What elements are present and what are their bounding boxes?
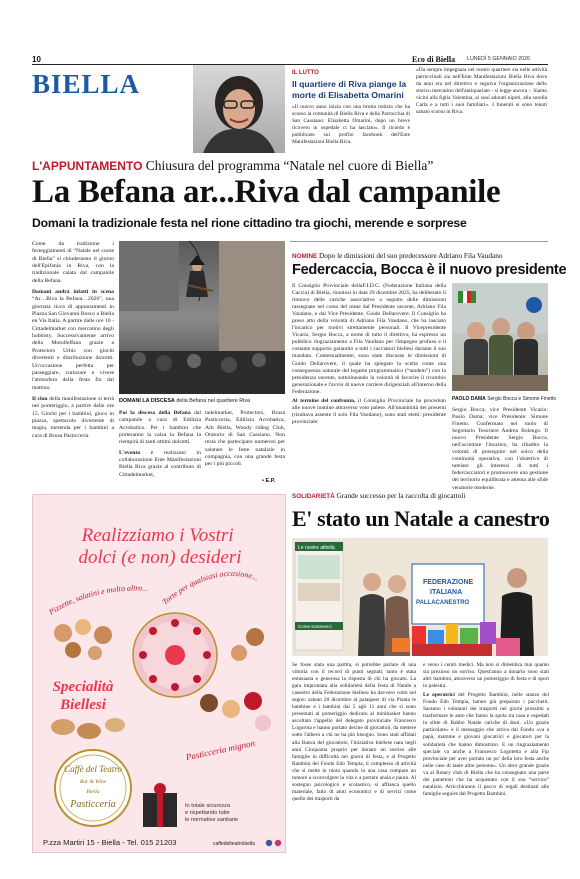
- fidc-text: [292, 283, 446, 486]
- poster-title: Le nostre attività: [298, 545, 335, 551]
- main-text-col3: [205, 410, 285, 476]
- main-text-col2: [119, 410, 201, 484]
- svg-text:Torte per qualsiasi occasione.: [161, 569, 260, 607]
- ad-safety3: le normative sanitarie: [185, 817, 239, 823]
- ad-social: caffedelteatrobiella: [213, 841, 255, 847]
- fidc-divider: [290, 241, 548, 242]
- mignon-image: [200, 692, 271, 731]
- ad-headline-part: Realizziamo i Vostri: [81, 525, 234, 546]
- fidc-caption-bold: PAOLO DAMA: [452, 396, 486, 402]
- fidc-headline: Federcaccia, Bocca è il nuovo presidente: [292, 262, 567, 278]
- main-kicker: L'APPUNTAMENTO: [32, 159, 143, 173]
- logo-line4: Pasticceria: [70, 799, 116, 810]
- fidc-caption: [452, 396, 557, 403]
- ad-headline-part2: dolci (e non) desideri: [78, 547, 242, 568]
- main-col2-bold2: L'evento: [119, 449, 141, 456]
- main-headline: La Befana ar...Riva dal campanile: [32, 174, 501, 210]
- publication-name: Eco di Biella: [412, 55, 456, 64]
- befana-caption-text: della Befana nel quartiere Riva: [176, 398, 251, 404]
- befana-caption: [119, 398, 285, 405]
- logo-line3: Biella: [86, 789, 100, 795]
- ad-headline: [78, 525, 241, 568]
- main-kicker-line: [32, 158, 433, 174]
- toys-col2-b: del Progetto Bambini, nelle stanze del Fondo Edo Tempia, hanno già preparato i pacchetti. Saranno i volontari dei trasporti nei giorni prossimi a trasformare le auto che fanno la spola tra casa e ospedali in slitte di Babbo Natale cariche di doni. «Un grazie particolare» è il messaggio che arriva dal Fondo «va a papà, mamme e giovani giocatrici e giocatori per la solidarietà che hanno dimostrato. E un ringraziamento speciale va anche a Francesco Logotetta e alla Fip provinciale per aver portato un po' della loro festa anche nelle case di tante altre persone». Un altro grande grazie va al Rotary club di Biella che ha consegnato una parte dei panettoni che ha acquistato con il suo “service” natalizio. Arricchiranno il pacco di regali destinati alle famiglie seguire dal Progetto Bambini.: [423, 692, 549, 797]
- main-text-col1: [32, 241, 114, 484]
- svg-text:Pizzette, salatini e molto alt: [46, 583, 148, 617]
- main-col1-intro: Come da tradizione i festeggiamenti di “Natale nel cuore di Biella” si chiuderanno il giorno dell'Epifania in Riva, con la tradizionale calata dal campanile della Befana.: [32, 241, 114, 284]
- main-col1-c: della manifestazione si terrà nel pomeriggio, a partire dalle ore 15. Giochi per i bambini, gioco in piazza, spettacolo divertente di magia, merenda per i bambini a cura di Brusa Pasticceria.: [32, 395, 115, 439]
- ad-safety1: In totale sicurezza: [185, 803, 231, 809]
- toys-text-col2: [423, 662, 549, 853]
- main-col2-bold: Poi la discesa della Befana: [119, 410, 191, 416]
- fidc-text-bold: Al termine del confronto,: [292, 397, 356, 404]
- toys-kicker: SOLIDARIETÀ: [292, 493, 335, 500]
- fidc-kicker-line: [292, 251, 503, 260]
- section-title: BIELLA: [32, 69, 141, 99]
- fidc-kicker-rest: Dopo le dimissioni del suo predecessore Adriano Fila Vaudano: [319, 251, 503, 260]
- page-number: 10: [32, 55, 41, 64]
- pastry-cookies: [54, 619, 112, 660]
- facebook-icon: [266, 840, 272, 846]
- ad-badge2: Biellesi: [60, 697, 106, 713]
- shop-logo: [55, 750, 131, 826]
- toys-col2-bold: Le operatrici: [423, 692, 455, 699]
- banner-line2: ITALIANA: [430, 589, 463, 596]
- fidc-caption-text: Sergio Bocca e Simone Finetto: [487, 396, 557, 402]
- instagram-icon: [275, 840, 281, 846]
- fidc-text-b: il Consiglio Provinciale ha proceduto alle nuove nomine attraverso voto palese. All'unanimità dei presenti (risultava assente il solo Fila Vaudano), sono stati eletti: presidente provinciale:: [292, 397, 446, 425]
- main-signature: • E.P.: [262, 478, 276, 484]
- omarini-photo: [193, 65, 285, 153]
- main-kicker-rest: Chiusura del programma “Natale nel cuore di Biella”: [145, 158, 434, 173]
- main-subtitle: Domani la tradizionale festa nel rione cittadino tra giochi, merende e sorprese: [32, 216, 467, 230]
- fidc-text-main: Il Consiglio Provinciale dellaF.I.D.C. (Federazione Italiana della Caccia) di Biella, riunitosi in data 29 dicembre 2025, ha deliberato il rinnovo delle cariche associative a seguito delle dimissioni rassegnate nel corso del mese dal Presidente uscente, Adriano Fila Vaudano, e dal Vice Presidente, Guido Dellarovere. Il Consiglio ha preso atto della volontà di Adriano Fila Vaudano, che ha lasciato l'incarico per motivi strettamente personali. Il Vicepresidente Vicario, Sergio Bocca, a nome di tutto il direttivo, ha espresso un pubblico ringraziamento a Fila Vaudano per l'impegno profuso e il costante supporto garantito a tutti i cacciatori biellesi durante il suo mandato. Contestualmente, sono state discusse le dimissioni di Guido Dellarovere, il quale ha spiegato la scelta come una conseguenza naturale del legame programmatico (“tandem”) con la presidenza uscente, sottolineando la volontà di favorire il ricambio generazionale e l'avvio di nuove carriere dirigenziali all'interno della Federazione.: [292, 283, 446, 395]
- fidc-photo: [452, 283, 548, 391]
- cake-image: [133, 613, 217, 697]
- befana-photo: [119, 241, 285, 394]
- main-col1-bold: Domani andrà infatti in scena: [32, 289, 114, 296]
- main-col1-bold2: Il clou: [32, 395, 48, 402]
- ad-arc2: Torte per qualsiasi occasione...: [160, 568, 260, 607]
- ad-address: P.zza Martiri 15 - Biella - Tel. 015 21203: [43, 838, 177, 847]
- toys-headline: E' stato un Natale a canestro: [292, 506, 550, 531]
- main-col1-b: “Ar…Riva la Befana…2026”, una giornata ricca di appuntamenti in Piazza San Giovanni Bosco a Biella en Via Italia. A partire dalle ore 10 - Cittadelmarket con mercatino degli hobbisty. Successivamente arrivo della Motolleffana grazie a Protectors Urbis con giochi divertenti e distribuzione dolcetti. Un'occasione perfetta per passeggiare, curiosare e vivere l'atmosfera della festa fin dal mattino.: [32, 296, 114, 391]
- ad-arc1: Pizzette, salatini e molto altro...: [47, 583, 149, 617]
- ad-mignon: Pasticceria mignon: [184, 737, 256, 763]
- fidc-side-text: Sergio Bocca; vice Presidente Vicario: Paolo Dama; vice Presidente: Simone Finetto. Confermato nel ruolo di Segretario Tesoriere Andrea Bolengo. Il nuovo Presidente Sergio Bocca, nell'accettare l'incarico, ha ribadito la volontà di proseguire nel solco della continuità operativa, con l'obiettivo di tutelare gli interessi di tutti i federcacciatori e promuovere una gestione del territorio equilibrata e attenta alle sfide venatorie moderne.: [452, 407, 548, 491]
- main-col2-text: dal campanile a cura di Edilizia Acrobatica. Per i bambini che porteranno la calza la Befana la riempirà di tanti ottimi dolcetti.: [119, 410, 202, 446]
- toys-photo: [292, 538, 548, 656]
- issue-date: LUNEDÌ 5 GENNAIO 2026: [467, 56, 530, 62]
- main-col3-text: tadelmarket, Protectors, Brusa Pasticceria, Edilizia Acrobatica, Aib Biella, Woody riding Club, Oratorio di San Cassiano. Non resta che partecipare numerosi per salutare le feste natalizie in compagnia, con una grande festa per i più piccoli.: [205, 410, 285, 468]
- lutto-title: Il quartiere di Riva piange la morte di Elisabetta Omarini: [292, 79, 407, 100]
- gift-box-image: [143, 783, 177, 827]
- ad-badge1: Specialità: [52, 679, 114, 695]
- lutto-kicker: IL LUTTO: [292, 70, 319, 76]
- poster-sub: Come sostenerci: [298, 624, 332, 629]
- fidc-kicker: NOMINE: [292, 253, 318, 260]
- biscotti-image: [51, 718, 125, 739]
- logo-line1: Caffè del Teatro: [64, 764, 122, 774]
- logo-line2: Bar & Wine: [79, 779, 107, 785]
- header-rule: [32, 64, 548, 65]
- ad-safety2: e rispettando tutte: [185, 810, 230, 816]
- lutto-text-col1: «Il nuovo anno inizia con una brutta notizia che ha scosso la comunità di Biella Riva e della Parrocchia di San Cassiano: Elisabetta Omarini, dopo un breve ricovero in ospedale ci ha lasciato». Il ricordo è pubblicato sul profilo facebook dell'Ente Manifestazioni Biella Riva.: [292, 104, 410, 146]
- befana-caption-bold: DOMANI LA DISCESA: [119, 398, 175, 404]
- pastry-ad: [32, 494, 286, 853]
- toys-text-col1: Se fosse stata una partita, si potrebbe parlare di una vittoria con il record di punti segnati, tanto è stata entusiasta e generosa la risposta di chi ha giocato. La gara improntata alla solidarietà della festa di Natale a canestro della Federazione biellese ha davvero colto nel segno: sabato 20 dicembre al palaspeer di via Pianta le bambine e i bambini dai 5 agli 11 anni che si sono presentati al pomeriggio dedicato al minibasket hanno ascoltato l'appello del delegato provinciale Francesco Logorota e hanno portato decine di giocattoli, da mettere sotto l'albero a chi ne ha più bisogno. Sono stati affidati alla Banca del giocattolo, l'iniziativa biellese nata negli anni Cinquanta proprio per donare un sorriso alle famiglie in difficoltà nei giorni di festa, e al Progetto Bambini del Fondo Edo Tempia, il complesso di attività che si mette in moto quando in una casa compare un tumore a sconvolgere la vita e a portare ansia e paura. Al sostegno psicologico e scolastico, si affianca quello materiale, fatto di aiuti economici e di servizi come quello dei trasporti da: [292, 662, 416, 802]
- banner-line1: FEDERAZIONE: [423, 579, 474, 586]
- lutto-text-col2: «Da sempre impegnata nel nostro quartiere sia nelle attività parrocchiali sia nell'Ente Manifestazioni Biella Riva dove da anni era nel direttivo e seguiva l'organizzazione dello storico mercatino dell'antiquariato - si legge ancora -. Siamo vicini alla figlia Valentina, ai suoi adorati nipoti, alla sorella Carla e a tutti i suoi familiari». I funerali si sono tenuti sabato scorso in Riva.: [416, 67, 547, 116]
- toys-kicker-line: [292, 491, 465, 500]
- toys-col2-intro: e verso i centri medici. Ma non si dimentica mai quanto sia prezioso un sorriso. Quest'anno a donarlo sono stati altri bambini, attraverso un pomeriggio di festa e di sport in palestra.: [423, 662, 549, 690]
- banner-line3: PALLACANESTRO: [416, 600, 470, 606]
- toys-kicker-rest: Grande successo per la raccolta di giocattoli: [336, 491, 466, 500]
- main-col2-b: è realizzato in collaborazione Ente Manifestazioni Biella Riva grazie al contributo di Cittadelmarket,: [119, 449, 201, 478]
